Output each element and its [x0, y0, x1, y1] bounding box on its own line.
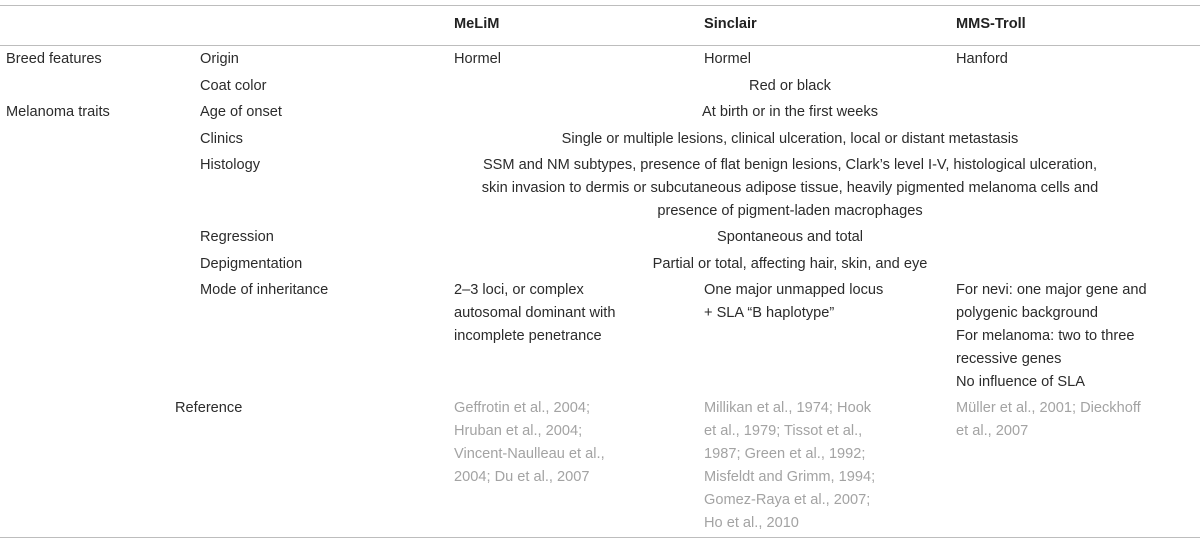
clinics-value: Single or multiple lesions, clinical ulceration, local or distant metastasis — [561, 131, 1019, 147]
reference-melim-line-3[interactable]: Vincent-Naulleau et al., — [454, 446, 605, 462]
group-breed-features: Breed features — [6, 51, 102, 67]
reference-melim-line-1[interactable]: Geffrotin et al., 2004; — [454, 400, 591, 416]
row-label-histology: Histology — [200, 157, 261, 173]
row-label-coat-color: Coat color — [200, 78, 267, 94]
header-melim: MeLiM — [454, 16, 500, 32]
inheritance-mms-troll-line-3: For melanoma: two to three — [956, 328, 1135, 344]
reference-melim-line-4[interactable]: 2004; Du et al., 2007 — [454, 469, 590, 485]
inheritance-mms-troll-line-2: polygenic background — [956, 305, 1098, 321]
row-label-origin: Origin — [200, 51, 239, 67]
coat-color-value: Red or black — [749, 78, 831, 94]
inheritance-mms-troll-line-5: No influence of SLA — [956, 374, 1085, 390]
row-label-reference: Reference — [175, 400, 243, 416]
regression-value: Spontaneous and total — [716, 229, 864, 245]
reference-sinclair-line-4[interactable]: Misfeldt and Grimm, 1994; — [704, 469, 876, 485]
origin-mms-troll: Hanford — [956, 51, 1008, 67]
inheritance-melim-line-1: 2–3 loci, or complex — [454, 282, 584, 298]
table-top-rule — [0, 5, 1200, 6]
header-mms-troll: MMS-Troll — [956, 16, 1026, 32]
table-bottom-rule — [0, 537, 1200, 538]
histology-line-1: SSM and NM subtypes, presence of flat benign lesions, Clark’s level I-V, histological ulceration, — [482, 157, 1098, 173]
reference-mms-troll-line-2[interactable]: et al., 2007 — [956, 423, 1029, 439]
reference-sinclair-line-6[interactable]: Ho et al., 2010 — [704, 515, 799, 531]
reference-sinclair-line-5[interactable]: Gomez-Raya et al., 2007; — [704, 492, 871, 508]
reference-mms-troll-line-1[interactable]: Müller et al., 2001; Dieckhoff — [956, 400, 1141, 416]
row-label-regression: Regression — [200, 229, 274, 245]
inheritance-sinclair-line-1: One major unmapped locus — [704, 282, 884, 298]
group-melanoma-traits: Melanoma traits — [6, 104, 110, 120]
origin-sinclair: Hormel — [704, 51, 752, 67]
histology-line-3: presence of pigment-laden macrophages — [657, 203, 923, 219]
row-label-age-of-onset: Age of onset — [200, 104, 282, 120]
origin-melim: Hormel — [454, 51, 502, 67]
inheritance-mms-troll-line-4: recessive genes — [956, 351, 1062, 367]
inheritance-melim-line-2: autosomal dominant with — [454, 305, 616, 321]
histology-line-2: skin invasion to dermis or subcutaneous adipose tissue, heavily pigmented melanoma cells and — [481, 180, 1099, 196]
inheritance-melim-line-3: incomplete penetrance — [454, 328, 602, 344]
depigmentation-value: Partial or total, affecting hair, skin, and eye — [652, 256, 928, 272]
row-label-clinics: Clinics — [200, 131, 243, 147]
row-label-depigmentation: Depigmentation — [200, 256, 303, 272]
inheritance-mms-troll-line-1: For nevi: one major gene and — [956, 282, 1147, 298]
reference-melim-line-2[interactable]: Hruban et al., 2004; — [454, 423, 583, 439]
reference-sinclair-line-3[interactable]: 1987; Green et al., 1992; — [704, 446, 866, 462]
row-label-mode-of-inheritance: Mode of inheritance — [200, 282, 329, 298]
age-of-onset-value: At birth or in the first weeks — [701, 104, 878, 120]
table-header-rule — [0, 45, 1200, 46]
header-sinclair: Sinclair — [704, 16, 757, 32]
reference-sinclair-line-1[interactable]: Millikan et al., 1974; Hook — [704, 400, 872, 416]
reference-sinclair-line-2[interactable]: et al., 1979; Tissot et al., — [704, 423, 863, 439]
inheritance-sinclair-line-2: + SLA “B haplotype” — [704, 305, 835, 321]
